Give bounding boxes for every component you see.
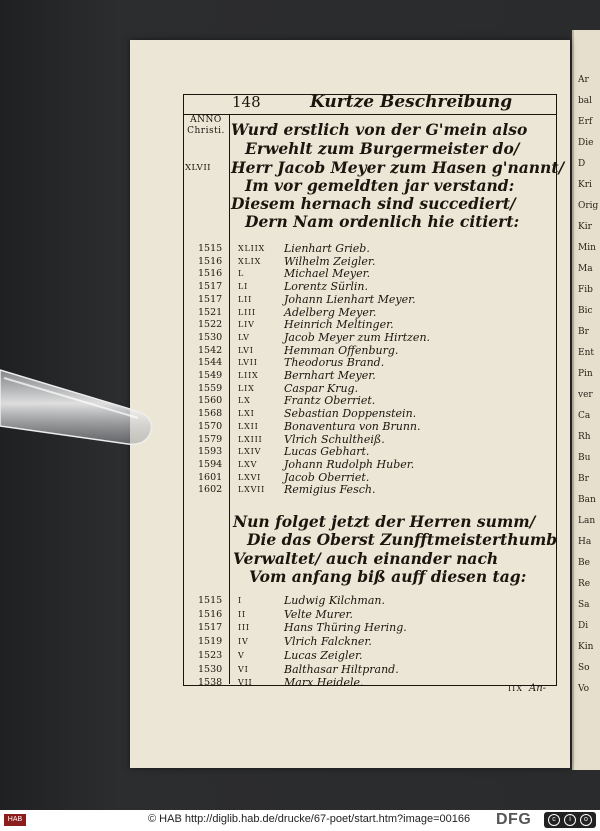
row-year: 1602 (198, 484, 223, 496)
catchword-text: An- (529, 683, 547, 694)
row-year: 1570 (198, 420, 223, 432)
row-year: 1515 (198, 595, 223, 606)
row-year: 1593 (198, 446, 223, 458)
adjacent-fragment: Be (578, 558, 590, 568)
adjacent-fragment: Kri (578, 180, 592, 190)
row-name: Wilhelm Zeigler. (284, 254, 376, 268)
row-numeral: LIII (238, 307, 256, 317)
row-name: Marx Heidele. (284, 676, 364, 690)
row-numeral: LXV (238, 459, 258, 469)
signature-mark: IIX (508, 684, 524, 693)
adjacent-fragment: Bic (578, 306, 593, 316)
row-name: Hans Thüring Hering. (284, 621, 407, 635)
heading-line: Nun folget jetzt der Herren summ/ (233, 512, 536, 531)
row-name: Caspar Krug. (284, 381, 359, 395)
intro-line: Im vor gemeldten jar verstand: (245, 176, 515, 195)
row-name: Remigius Fesch. (284, 483, 376, 497)
row-year: 1523 (198, 649, 223, 661)
row-year: 1559 (198, 382, 223, 394)
cc-icon: c (548, 814, 560, 826)
row-name: Hemman Offenburg. (284, 343, 399, 357)
adjacent-page-text (578, 70, 600, 700)
row-year: 1568 (198, 408, 223, 420)
row-numeral: IV (238, 637, 249, 647)
adjacent-fragment: Orig (578, 201, 599, 211)
sa-icon: o (580, 814, 592, 826)
adjacent-fragment: Ar (578, 75, 589, 85)
row-numeral: LXVI (238, 472, 262, 482)
intro-line: Herr Jacob Meyer zum Hasen g'nannt/ (231, 158, 565, 177)
adjacent-fragment: Kir (578, 222, 592, 232)
row-name: Adelberg Meyer. (284, 305, 377, 319)
adjacent-fragment: Di (578, 621, 589, 631)
anno-christi-label (183, 115, 229, 137)
row-year: 1594 (198, 458, 223, 470)
row-numeral: XLIX (238, 256, 262, 266)
adjacent-fragment: Br (578, 327, 589, 337)
row-numeral: LII (238, 294, 253, 304)
adjacent-page-edge (572, 30, 600, 770)
row-name: Jacob Oberriet. (284, 470, 370, 484)
adjacent-fragment: Fib (578, 285, 593, 295)
copyright-link[interactable]: © HAB http://diglib.hab.de/drucke/67-poet/start.htm?image=00166 (148, 813, 471, 825)
row-numeral: LXI (238, 409, 255, 419)
row-name: Vlrich Falckner. (284, 635, 372, 649)
row-numeral: LIX (238, 383, 255, 393)
row-name: Bonaventura von Brunn. (284, 419, 421, 433)
row-numeral: LI (238, 282, 249, 292)
row-year: 1516 (198, 608, 223, 620)
row-year: 1530 (198, 331, 223, 343)
row-numeral: LVII (238, 358, 258, 368)
margin-rule (229, 114, 230, 684)
dfg-logo: DFG (496, 811, 532, 828)
row-numeral: LX (238, 396, 251, 406)
christi-label: Christi. (187, 126, 225, 136)
heading-line: Die das Oberst Zunfftmeisterthumb (247, 530, 558, 549)
adjacent-fragment: ver (578, 390, 593, 400)
row-year: 1522 (198, 319, 223, 331)
adjacent-fragment: Re (578, 579, 591, 589)
row-numeral: VI (238, 664, 249, 674)
adjacent-fragment: Bu (578, 453, 591, 463)
row-year: 1517 (198, 293, 223, 305)
row-year: 1521 (198, 306, 223, 318)
row-numeral: LXII (238, 421, 259, 431)
adjacent-fragment: Ban (578, 495, 596, 505)
row-name: Balthasar Hiltprand. (284, 662, 399, 676)
row-numeral: L (238, 269, 245, 279)
row-numeral: XLIIX (238, 244, 266, 253)
row-numeral: I (238, 596, 242, 605)
adjacent-fragment: Die (578, 138, 594, 148)
row-year: 1538 (198, 677, 223, 689)
adjacent-fragment: Pin (578, 369, 593, 379)
row-name: Johann Rudolph Huber. (284, 457, 415, 471)
row-year: 1530 (198, 663, 223, 675)
row-numeral: LIIX (238, 371, 259, 380)
anno-label: ANNO (190, 115, 222, 125)
by-icon: i (564, 814, 576, 826)
row-name: Theodorus Brand. (284, 356, 385, 370)
row-numeral: III (238, 623, 250, 633)
catchword (508, 683, 546, 694)
adjacent-fragment: Vo (578, 684, 590, 694)
row-name: Velte Murer. (284, 607, 354, 621)
row-name: Lucas Gebhart. (284, 445, 370, 459)
adjacent-fragment: Min (578, 243, 596, 253)
adjacent-fragment: Ent (578, 348, 594, 358)
row-numeral: LV (238, 332, 250, 342)
intro-line: Diesem hernach sind succediert/ (231, 194, 516, 213)
row-name: Frantz Oberriet. (284, 394, 376, 408)
hab-logo: HAB (4, 814, 26, 826)
row-name: Lucas Zeigler. (284, 648, 363, 662)
row-numeral: II (238, 609, 246, 619)
row-numeral: LXVII (238, 485, 266, 495)
plastic-bookmark (0, 368, 158, 452)
adjacent-fragment: Br (578, 474, 589, 484)
adjacent-fragment: Rh (578, 432, 591, 442)
adjacent-fragment: bal (578, 96, 593, 106)
row-numeral: VII (238, 678, 253, 688)
row-name: Lorentz Sürlin. (284, 280, 368, 294)
row-year: 1519 (198, 636, 223, 648)
row-year: 1549 (198, 370, 223, 381)
row-year: 1517 (198, 281, 223, 293)
row-name: Bernhart Meyer. (284, 369, 376, 382)
row-year: 1517 (198, 622, 223, 634)
adjacent-fragment: Lan (578, 516, 596, 526)
row-numeral: LIV (238, 320, 255, 330)
intro-line: Wurd erstlich von der G'mein also (231, 120, 528, 139)
row-numeral: LXIV (238, 447, 262, 457)
page-number: 148 (232, 93, 261, 111)
row-name: Sebastian Doppenstein. (284, 407, 417, 421)
row-numeral: LXIII (238, 434, 263, 444)
creative-commons-icon[interactable] (544, 812, 596, 828)
row-year: 1560 (198, 395, 223, 407)
adjacent-fragment: Erf (578, 117, 593, 127)
heading-line: Verwaltet/ auch einander nach (233, 549, 499, 568)
row-name: Ludwig Kilchman. (284, 594, 385, 607)
row-year: 1601 (198, 471, 223, 483)
header-rule (183, 114, 557, 115)
row-numeral: V (238, 650, 245, 660)
row-year: 1515 (198, 243, 223, 254)
row-year: 1542 (198, 344, 223, 356)
row-name: Heinrich Meltinger. (284, 318, 394, 332)
adjacent-fragment: Ha (578, 537, 592, 547)
row-name: Johann Lienhart Meyer. (284, 292, 416, 306)
row-year: 1516 (198, 255, 223, 267)
intro-line: Dern Nam ordenlich hie citiert: (245, 212, 520, 231)
margin-numeral: XLVII (185, 163, 212, 173)
row-numeral: LVI (238, 345, 254, 355)
row-year: 1579 (198, 433, 223, 445)
row-year: 1544 (198, 357, 223, 369)
adjacent-fragment: D (578, 159, 586, 169)
adjacent-fragment: Ca (578, 411, 591, 421)
adjacent-fragment: Kin (578, 642, 594, 652)
row-name: Michael Meyer. (284, 267, 371, 281)
adjacent-fragment: Sa (578, 600, 590, 610)
row-name: Jacob Meyer zum Hirtzen. (284, 330, 431, 344)
row-name: Lienhart Grieb. (284, 242, 370, 255)
intro-line: Erwehlt zum Burgermeister do/ (245, 139, 520, 158)
adjacent-fragment: Ma (578, 264, 593, 274)
running-head: Kurtze Beschreibung (310, 92, 513, 112)
footer-bar (0, 810, 600, 831)
row-name: Vlrich Schultheiß. (284, 432, 385, 446)
row-year: 1516 (198, 268, 223, 280)
heading-line: Vom anfang biß auff diesen tag: (249, 567, 527, 586)
adjacent-fragment: So (578, 663, 590, 673)
